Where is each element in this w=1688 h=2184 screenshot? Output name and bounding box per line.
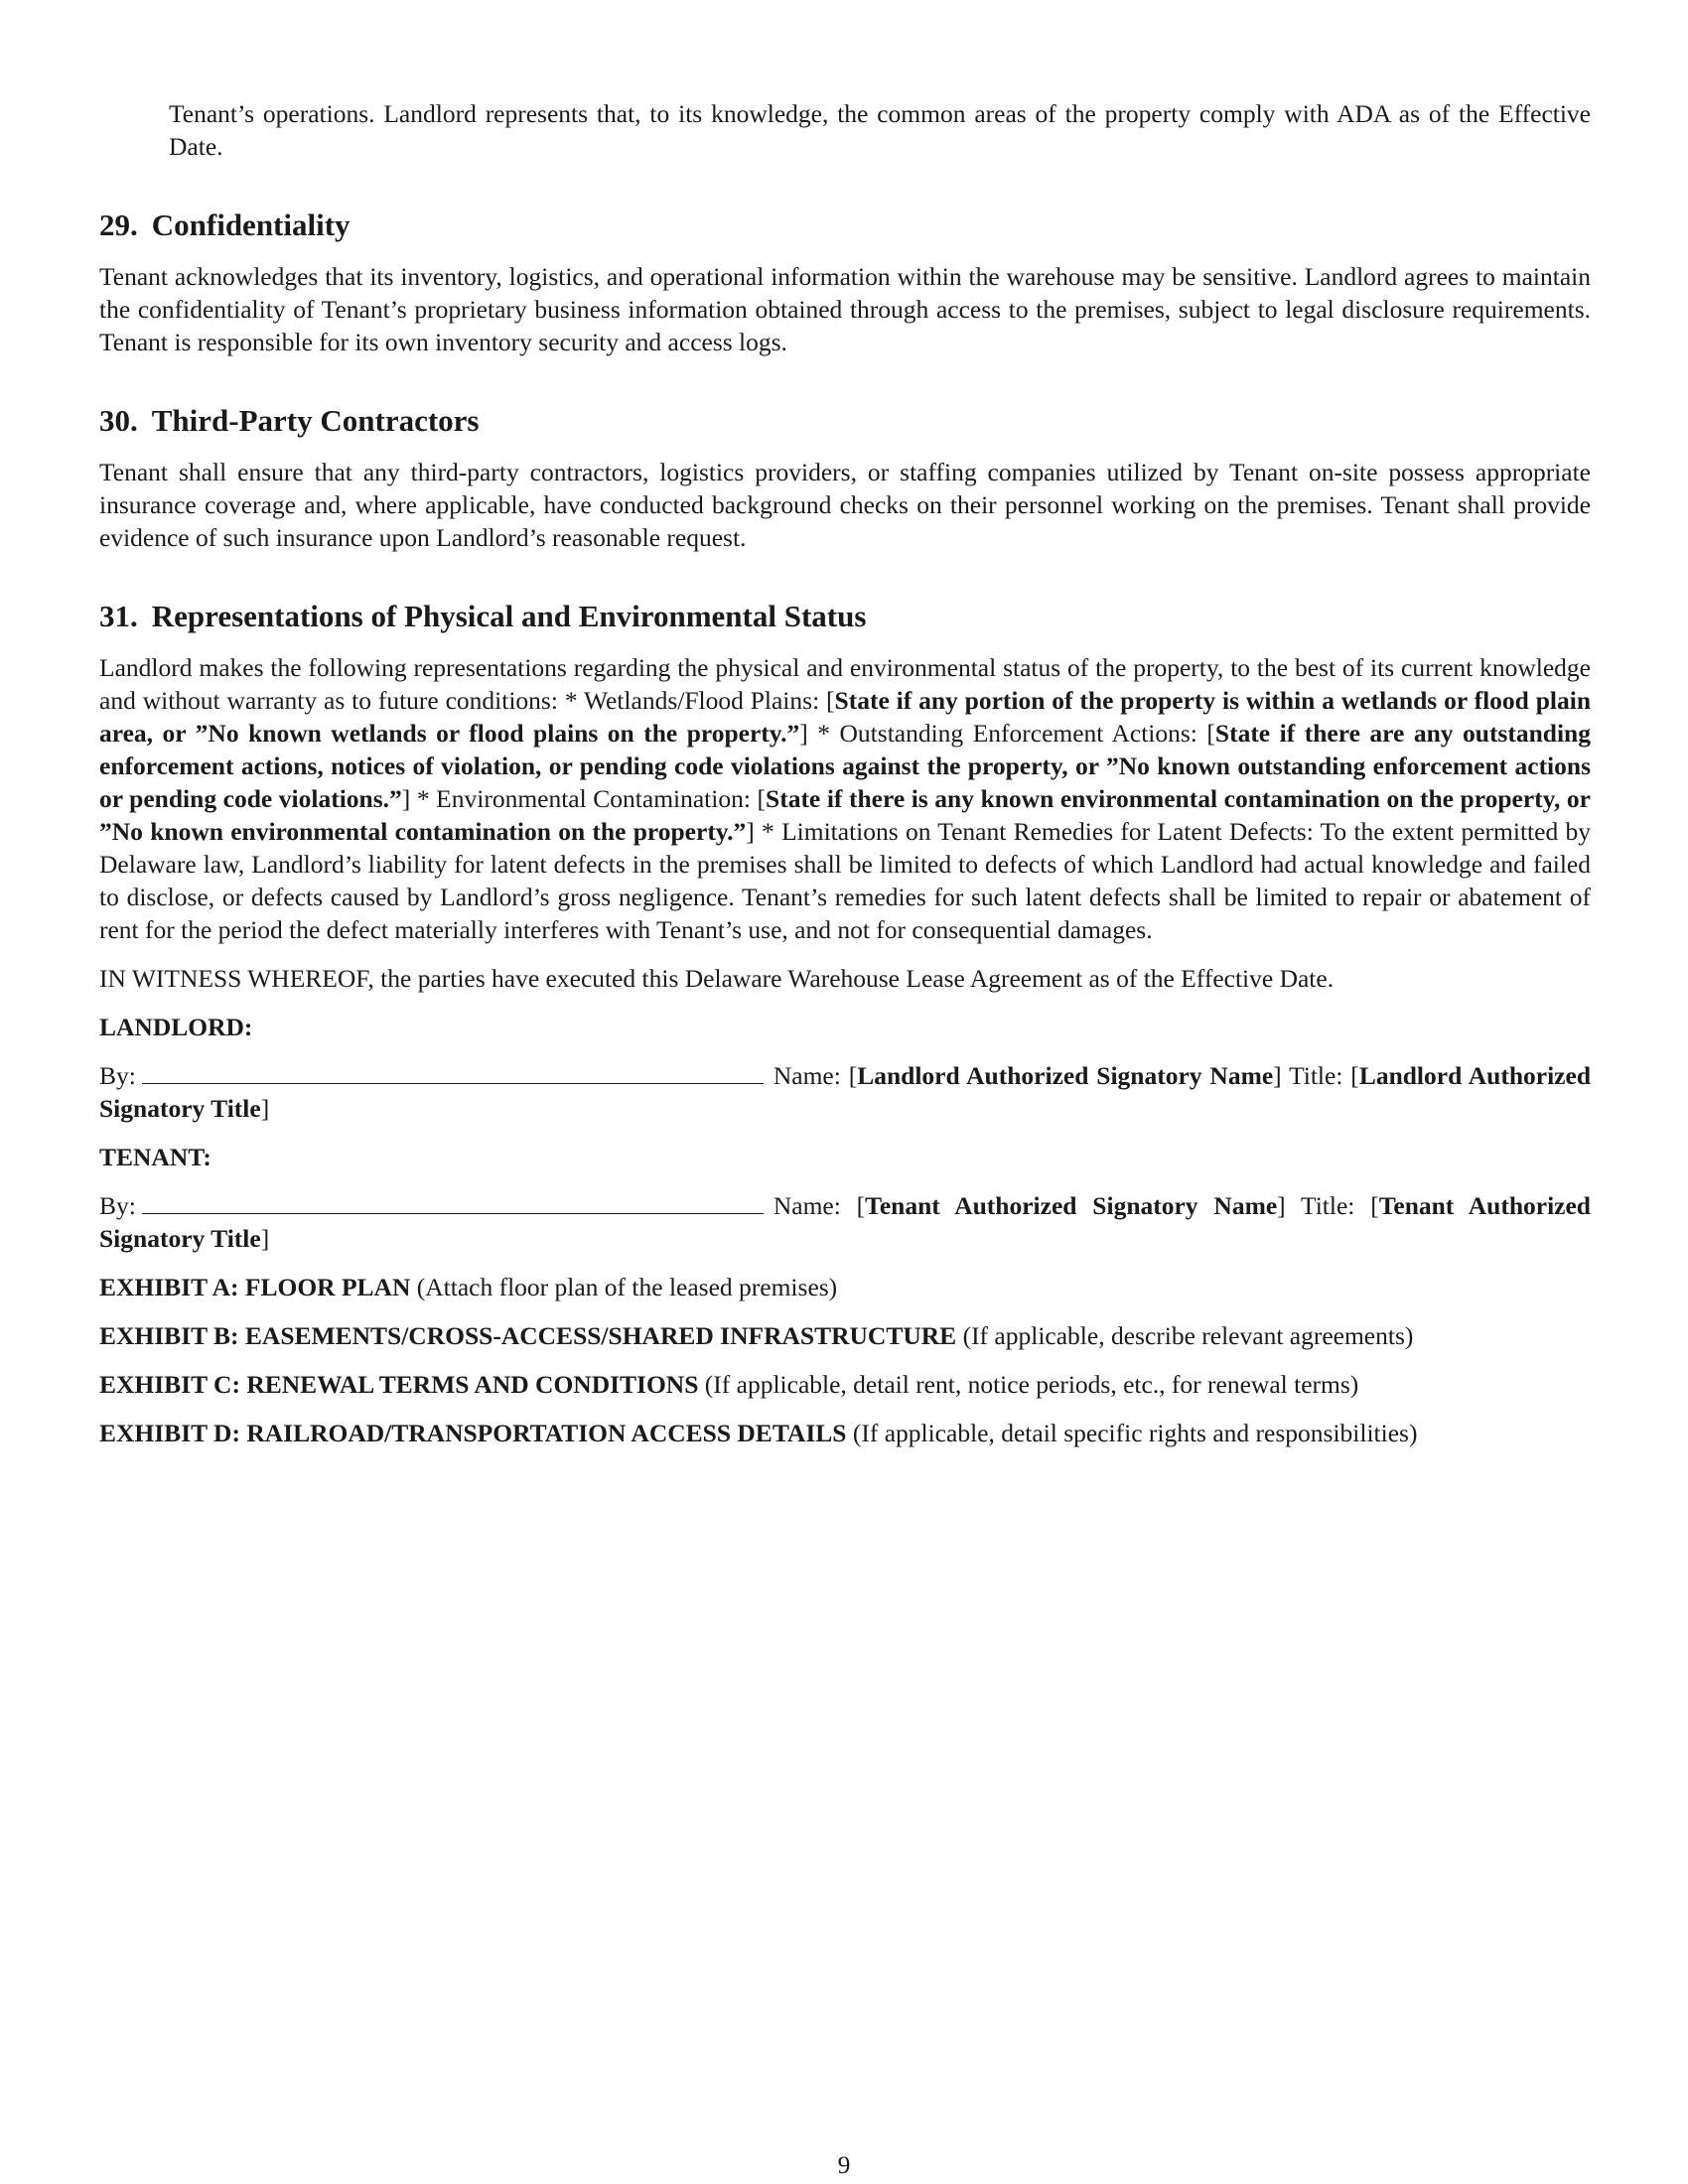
section-number: 31. [99,599,138,633]
section-body-31 [99,651,1591,946]
text-run: ] * Limitations on Tenant Remedies for Latent Defects: To the extent permitted by Delaware law, Landlord’s liability for latent defects in the premises shall be limited to defects of which Landlord had actual knowledge and failed to disclose, or defects caused by Landlord’s gross negligence. Tenant’s remedies for such latent defects shall be limited to repair or abatement of rent for the period the defect materially interferes with Tenant’s use, and not for consequential damages. [99,817,1591,944]
exhibit-b [99,1319,1591,1352]
text-run: ] * Environmental Contamination: [ [401,784,767,813]
exhibit-label: EXHIBIT B: EASEMENTS/CROSS-ACCESS/SHARED INFRASTRUCTURE [99,1321,957,1350]
by-label: By: [99,1061,136,1090]
exhibit-note: (If applicable, detail specific rights and responsibilities) [846,1419,1418,1447]
text-run: ] * Outstanding Enforcement Actions: [ [799,719,1215,748]
landlord-signature-line [142,1061,764,1084]
section-title: Third-Party Contractors [151,403,480,438]
section-body-29: Tenant acknowledges that its inventory, logistics, and operational information within the warehouse may be sensitive. Landlord agrees to maintain the confidentiality of Tenant’s proprietary business information obtained through access to the premises, subject to legal disclosure requirements. Tenant is responsible for its own inventory security and access logs. [99,262,1591,356]
bracket-close: ] [260,1094,270,1123]
title-label: ] Title: [ [1277,1191,1379,1220]
bracket-close: ] [260,1224,270,1253]
tenant-name-placeholder: Tenant Authorized Signatory Name [865,1191,1278,1220]
section-number: 29. [99,207,138,242]
page-number: 9 [837,2150,851,2179]
exhibit-c [99,1368,1591,1401]
exhibit-label: EXHIBIT D: RAILROAD/TRANSPORTATION ACCESS DETAILS [99,1419,847,1447]
tenant-signature-line [142,1191,764,1214]
section-heading-29 [99,206,1591,244]
witness-clause: IN WITNESS WHEREOF, the parties have executed this Delaware Warehouse Lease Agreement as of the Effective Date. [99,964,1335,993]
continued-paragraph: Tenant’s operations. Landlord represents that, to its knowledge, the common areas of the property comply with ADA as of the Effective Date. [169,99,1591,161]
landlord-title-placeholder: Landlord Authorized Signatory Title [99,1061,1591,1123]
section-title: Confidentiality [151,207,351,242]
tenant-signature-block [99,1189,1591,1255]
placeholder-wetlands: State if any portion of the property is within a wetlands or flood plain area, or ”No known wetlands or flood plains on the property.” [99,686,1592,748]
section-number: 30. [99,403,138,438]
page-content [99,97,1591,1449]
placeholder-enforcement: State if there are any outstanding enforcement actions, notices of violation, or pending code violations against the property, or ”No known outstanding enforcement actions or pending code violations.” [99,719,1591,813]
exhibit-a [99,1271,1591,1303]
section-heading-31 [99,598,1591,635]
section-heading-30 [99,402,1591,440]
tenant-title-placeholder: Tenant Authorized Signatory Title [99,1191,1591,1253]
exhibit-label: EXHIBIT C: RENEWAL TERMS AND CONDITIONS [99,1370,699,1399]
text-run: Landlord makes the following representations regarding the physical and environmental status of the property, to the best of its current knowledge and without warranty as to future conditions: * Wetlands/Flood Plains: [ [99,653,1591,715]
name-label: Name: [ [773,1061,858,1090]
landlord-name-placeholder: Landlord Authorized Signatory Name [857,1061,1274,1090]
exhibit-note: (If applicable, describe relevant agreements) [956,1321,1414,1350]
section-body-30: Tenant shall ensure that any third-party contractors, logistics providers, or staffing companies utilized by Tenant on-site possess appropriate insurance coverage and, where applicable, have conducted background checks on their personnel working on the premises. Tenant shall provide evidence of such insurance upon Landlord’s reasonable request. [99,458,1591,552]
exhibit-note: (Attach floor plan of the leased premises) [410,1273,838,1301]
placeholder-contamination: State if there is any known environmental contamination on the property, or ”No known environmental contamination on the property.” [99,784,1591,846]
exhibit-d [99,1417,1591,1449]
exhibit-note: (If applicable, detail rent, notice periods, etc., for renewal terms) [698,1370,1359,1399]
section-title: Representations of Physical and Environmental Status [151,599,867,633]
tenant-label: TENANT: [99,1143,211,1171]
exhibit-label: EXHIBIT A: FLOOR PLAN [99,1273,411,1301]
landlord-label: LANDLORD: [99,1013,253,1041]
landlord-signature-block [99,1059,1591,1125]
by-label: By: [99,1191,136,1220]
title-label: ] Title: [ [1273,1061,1359,1090]
name-label: Name: [ [773,1191,866,1220]
